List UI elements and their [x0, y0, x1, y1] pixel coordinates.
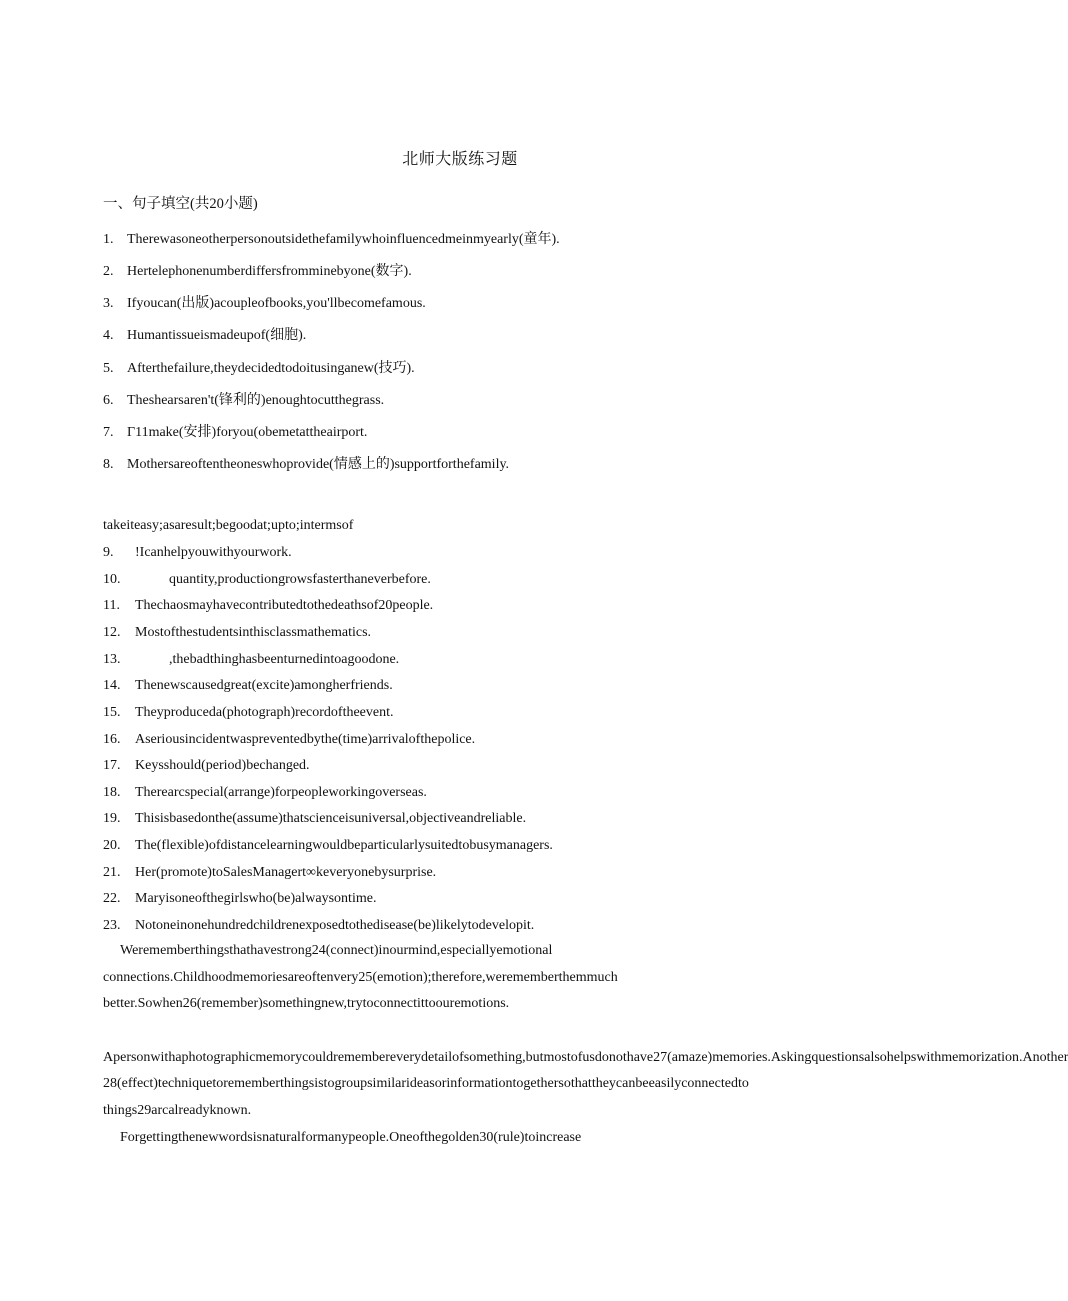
question-number: 21. — [103, 865, 121, 880]
question-item — [103, 865, 436, 881]
question-text: Mothersareoftentheoneswhoprovide(情感上的)supportforthefamily. — [127, 457, 510, 472]
question-text: Therewasoneotherpersonoutsidethefamilywhoinfluencedmeinmyearly(童年). — [127, 232, 560, 247]
question-number: 10. — [103, 572, 121, 587]
paragraph-text: Apersonwithaphotographicmemorycouldremembereverydetailofsomething,butmostofusdonothave27(amaze)memories.Askingquestionsalsohelpswithmemorization.Another 28(effect)techniquetoremember​thingsistogroupsimilarideasorinformationtogethersothattheycanbeeasilyconnectedto things29arcalreadyknown. — [103, 1049, 1068, 1118]
question-number: 20. — [103, 838, 121, 853]
question-item — [103, 260, 412, 280]
question-text: Notoneinonehundredchildrenexposedtothedisease(be)likelytodevelopit. — [135, 918, 535, 933]
question-number: 19. — [103, 811, 121, 826]
question-number: 5. — [103, 361, 114, 376]
question-text: Thenewscausedgreat(excite)amongherfriends. — [135, 678, 393, 693]
question-item — [103, 357, 415, 377]
passage-paragraph — [103, 1018, 1068, 1124]
question-item — [103, 918, 534, 934]
question-text: Her(promote)toSalesManagert∞keveryonebysurprise. — [135, 865, 437, 880]
question-number: 2. — [103, 264, 114, 279]
question-text: Keysshould(period)bechanged. — [135, 758, 310, 773]
question-item — [103, 705, 394, 721]
question-number: 15. — [103, 705, 121, 720]
question-item — [103, 421, 367, 441]
question-text: Therearcspecial(arrange)forpeopleworkingoverseas. — [135, 785, 427, 800]
question-text: Theyproduceda(photograph)recordoftheevent. — [135, 705, 394, 720]
question-item — [103, 758, 310, 774]
question-number: 7. — [103, 425, 114, 440]
question-number: 22. — [103, 891, 121, 906]
question-number: 23. — [103, 918, 121, 933]
section-heading: 一、句子填空(共20小题) — [103, 196, 258, 212]
question-item — [103, 785, 427, 801]
question-item — [103, 625, 371, 641]
paragraph-text: Forgettingthenewwordsisnaturalformanypeople.Oneofthegolden30(rule)toincrease — [120, 1130, 582, 1145]
question-text: quantity,productiongrowsfasterthaneverbefore. — [169, 572, 431, 587]
question-number: 1. — [103, 232, 114, 247]
question-text: Hertelephonenumberdiffersfrommineby​one(数字). — [127, 264, 412, 279]
question-number: 18. — [103, 785, 121, 800]
question-item — [103, 453, 509, 473]
word-bank: takeiteasy;asaresult;begoodat;upto;intermsof — [103, 518, 354, 533]
question-number: 6. — [103, 393, 114, 408]
question-item — [103, 598, 433, 614]
question-item — [103, 228, 560, 248]
question-item — [103, 838, 553, 854]
question-item — [103, 732, 475, 748]
question-text: Humantissueismadeupof(细胞). — [127, 328, 307, 343]
question-number: 16. — [103, 732, 121, 747]
question-text: Ifyoucan(出版)acoupleofbooks,you'llbecomefamous. — [127, 296, 426, 311]
question-item — [103, 572, 431, 588]
passage-paragraph — [103, 938, 819, 1018]
question-number: 8. — [103, 457, 114, 472]
question-text: Maryisoneofthegirlswho(be)alwaysontime. — [135, 891, 377, 906]
question-item — [103, 389, 384, 409]
question-text: Γ11make(安排)foryou(obemetattheairport. — [127, 425, 368, 440]
question-number: 17. — [103, 758, 121, 773]
question-item — [103, 545, 292, 561]
question-item — [103, 678, 393, 694]
question-text: Mostofthestudentsinthisclassmathematics. — [135, 625, 372, 640]
question-number: 12. — [103, 625, 121, 640]
question-item — [103, 811, 526, 827]
question-text: Aseriousincidentwaspreventedbythe(time)arrivalofthepolice. — [135, 732, 476, 747]
question-text: Thechaosmayhavecontributedtothedeathsof20people. — [135, 598, 434, 613]
question-text: The(flexible)ofdistancelearningwouldbeparticularlysuitedtobusymanagers. — [135, 838, 553, 853]
question-item — [103, 652, 399, 668]
passage-paragraph — [103, 1125, 819, 1152]
question-number: 14. — [103, 678, 121, 693]
question-number: 3. — [103, 296, 114, 311]
question-text: Thisisbasedonthe(assume)thatscienceisuniversal,objectiveandreliable. — [135, 811, 527, 826]
paragraph-text: Werememberthingsthathavestrong24(connect)inourmind,especiallyemotional connections.Childhoodmemoriesareoftenvery25(emotion);therefore,werememberthemmuch better.Sowhen26(remember)somethingnew,trytoconnectittoouremotions. — [103, 943, 618, 1012]
page-title: 北师大版练习题 — [402, 149, 518, 168]
question-text: Afterthefailure,theydecidedtodoitusinganew(技巧). — [127, 361, 415, 376]
question-item — [103, 891, 376, 907]
question-item — [103, 324, 306, 344]
question-number: 9. — [103, 545, 114, 560]
question-text: !Icanhelpyouwithyourwork. — [135, 545, 292, 560]
question-text: Theshearsaren't(锋利的)enoughtocutthegrass. — [127, 393, 385, 408]
question-item — [103, 292, 426, 312]
question-text: ,thebadthinghasbeenturnedintoagoodone. — [169, 652, 400, 667]
question-number: 13. — [103, 652, 121, 667]
question-number: 4. — [103, 328, 114, 343]
question-number: 11. — [103, 598, 120, 613]
